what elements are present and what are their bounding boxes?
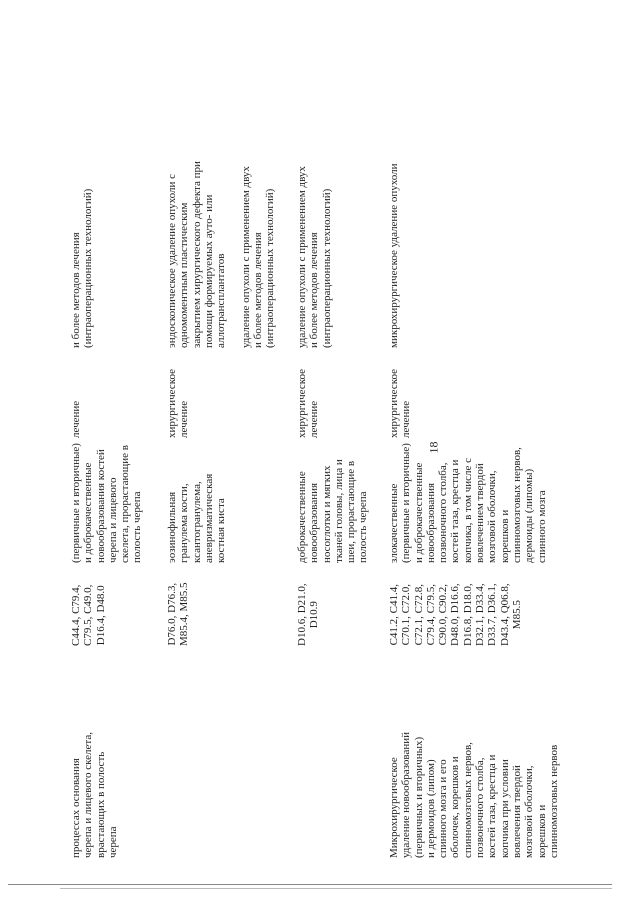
- page-number: 18: [426, 441, 441, 454]
- scan-edge-line: [8, 884, 612, 885]
- row-0-type: лечение: [70, 400, 82, 438]
- row-3-model: злокачественные (первичные и вторичные) и доброкачественные новообразования позвоночного столба, костей таза, крестца и копчика, в том числе с вовлечением твердой мозговой оболочки, корешков и спинномозговых нервов, дермоиды (липомы) спинного мозга: [388, 443, 548, 563]
- row-2-model: доброкачественные новообразования носоглотки и мягких тканей головы, лица и шеи, прорастающие в полость черепа: [296, 459, 370, 563]
- row-0-model: (первичные и вторичные) и доброкачественные новообразования костей черепа и лицевого скелета, прорастающие в полость черепа: [70, 443, 144, 563]
- row-0-codes: C44.4, C79.4, C79.5, C49.0, D16.4, D48.0: [70, 584, 107, 646]
- row-3-name: Микрохирургическое удаление новообразований (первичных и вторичных) и дермоидов (липом) спинного мозга и его оболочек, корешков и спинномозговых нервов, позвоночного столба, костей таза, крестца и копчика при условии вовлечения твердой мозговой оболочки, корешков и спинномозговых нервов: [388, 731, 560, 858]
- row-0-name: процессах основания черепа и лицевого скелета, врастающих в полость черепа: [70, 732, 119, 858]
- row-1-model: эозинофильная гранулема кости, ксантогранулема, аневризматическая костная киста: [166, 473, 228, 563]
- row-3-codes: C41.2, C41.4, C70.1, C72.0, C72.1, C72.8, C79.4, C79.5, C90.0, C90.2, D48.0, D16.6, D16.8, D18.0, D32.1, D33.4, D33.7, D36.1, D43.4, Q06.8, M85.5: [388, 583, 523, 646]
- row-1-type: хирургическое лечение: [166, 368, 191, 438]
- row-2-method: удаление опухоли с применением двух и более методов лечения (интраоперационных технологий): [296, 166, 333, 348]
- row-2-codes: D10.6, D21.0, D10.9: [296, 583, 321, 646]
- row-3-method: микрохирургическое удаление опухоли: [388, 163, 400, 348]
- row-1-method: эндоскопическое удаление опухоли с одномоментным пластическим закрытием хирургического дефекта при помощи формируемых ауто- или аллотрансплантатов удаление опухоли с применением двух и более методов лечения (интраоперационных технологий): [166, 161, 277, 348]
- row-3-type: хирургическое лечение: [388, 368, 413, 438]
- row-1-codes: D76.0, D76.3, M85.4, M85.5: [166, 582, 191, 646]
- scan-edge-line-faint: [60, 888, 612, 889]
- row-0-method: и более методов лечения (интраоперационных технологий): [70, 188, 95, 348]
- row-2-type: хирургическое лечение: [296, 368, 321, 438]
